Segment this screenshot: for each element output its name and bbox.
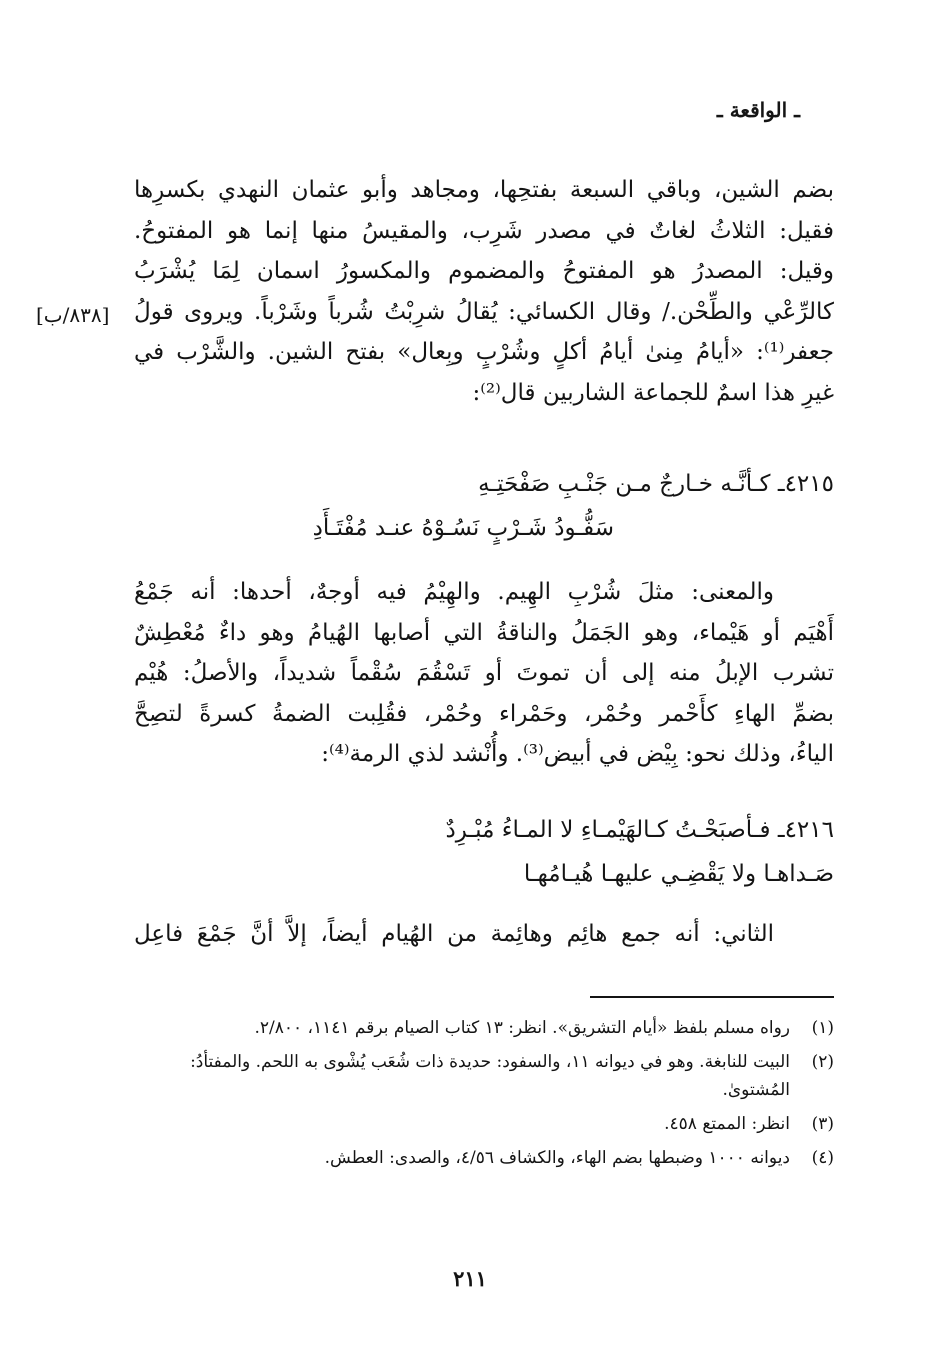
- verse-number: ٤٢١٦ـ: [777, 817, 834, 843]
- text-line: أَهْيَم أو هَيْماء، وهو الجَمَلُ والناقةُ التي أصابها الهُيامُ وهو داءٌ مُعْطِشٌ: [134, 619, 834, 646]
- footnote-text: البيت للنابغة. وهو في ديوانه ١١، والسفود: حديدة ذات شُعَب يُشْوى به اللحم. والمفتأدُ: المُشتوىٰ.: [190, 1052, 790, 1100]
- verse-number: ٤٢١٥ـ: [777, 471, 834, 497]
- manuscript-folio-note: [٨٣٨/ب]: [36, 303, 110, 327]
- footnote-number: (٤): [811, 1148, 834, 1168]
- footnote-number: (٢): [811, 1052, 834, 1072]
- text-line: فقيل: الثلاثُ لغاتٌ في مصدر شَرِب، والمقيسُ منها إنما هو المفتوحُ.: [134, 217, 834, 244]
- text-line: بضمِّ الهاءِ كأَحْمر وحُمْر، وحَمْراء وحُمْر، فقُلِبت الضمةُ كسرةً لتصِحَّ: [134, 700, 834, 727]
- footnote-text: ديوانه ١٠٠٠ وضبطها بضم الهاء، والكشاف ٤/٥٦، والصدى: العطش.: [324, 1148, 790, 1168]
- text-line: بضم الشين، وباقي السبعة بفتحِها، ومجاهد وأبو عثمان النهدي بكسرِها: [134, 177, 834, 203]
- footnote-number: (٣): [811, 1114, 834, 1134]
- text-line: وقيل: المصدرُ هو المفتوحُ والمضموم والمكسورُ اسمان لِمَا يُشْرَبُ: [134, 258, 834, 284]
- text-line: كالرِّعْي والطِّحْن./ وقال الكسائي: يُقالُ شرِبْتُ شُرباً وشَرْباً. ويروى قولُ: [134, 298, 834, 325]
- footnote-text: رواه مسلم بلفظ «أيام التشريق». انظر: ١٣ كتاب الصيام برقم ١١٤١، ٢/٨٠٠.: [254, 1018, 790, 1038]
- verse-first-hemistich: فـأصبَحْـتُ كـالهَيْمـاءِ لا المـاءُ مُبْـرِدٌ: [445, 817, 771, 843]
- paragraph-2: [134, 572, 834, 775]
- text-line: غيرِ هذا اسمٌ للجماعة الشاربين قال⁽²⁾:: [472, 379, 834, 406]
- footnotes: [134, 1014, 834, 1178]
- verse-4216: [134, 808, 834, 896]
- page-number: ٢١١: [453, 1266, 487, 1291]
- footnote: [134, 1110, 834, 1138]
- footnote-separator: [590, 996, 834, 998]
- text-line: الياءُ، وذلك نحو: بِيْض في أبيض⁽³⁾. وأُنْشد لذي الرمة⁽⁴⁾:: [321, 741, 834, 767]
- verse-second-hemistich: سَفُّـودُ شَـرْبٍ نَسُـوْهُ عنـد مُفْتَـأَدِ: [312, 515, 614, 541]
- paragraph-3: [134, 914, 834, 954]
- text-line: جعفر⁽¹⁾: «أيامُ مِنىٰ أيامُ أكلٍ وشُرْبٍ وبِعال» بفتح الشين. والشَّرْب في: [134, 339, 834, 365]
- verse-4215: [134, 462, 834, 550]
- paragraph-1: [134, 170, 834, 413]
- text-line: والمعنى: مثلَ شُرْبِ الهِيم. والهِيْمُ فيه أوجهٌ، أحدها: أنه جَمْعُ: [134, 579, 774, 605]
- footnote-text: انظر: الممتع ٤٥٨.: [664, 1114, 790, 1134]
- running-header: ـ الواقعة ـ: [716, 98, 800, 122]
- text-line: الثاني: أنه جمع هائِم وهائِمة من الهُيام أيضاً، إلاَّ أنَّ جَمْعَ فاعِل: [134, 921, 774, 947]
- footnote: [134, 1144, 834, 1172]
- verse-second-hemistich: صَـداهـا ولا يَقْضِـي عليهـا هُيـامُهـا: [523, 861, 834, 887]
- footnote: [134, 1048, 834, 1104]
- footnote: [134, 1014, 834, 1042]
- footnote-number: (١): [811, 1018, 834, 1038]
- text-line: تشرب الإبلُ منه إلى أن تموتَ أو تَسْقُمَ سُقْماً شديداً، والأصلُ: هُيْم: [134, 660, 834, 686]
- verse-first-hemistich: كـأنَّـه خـارجٌ مـن جَنْـبِ صَفْحَتِـهِ: [478, 471, 771, 497]
